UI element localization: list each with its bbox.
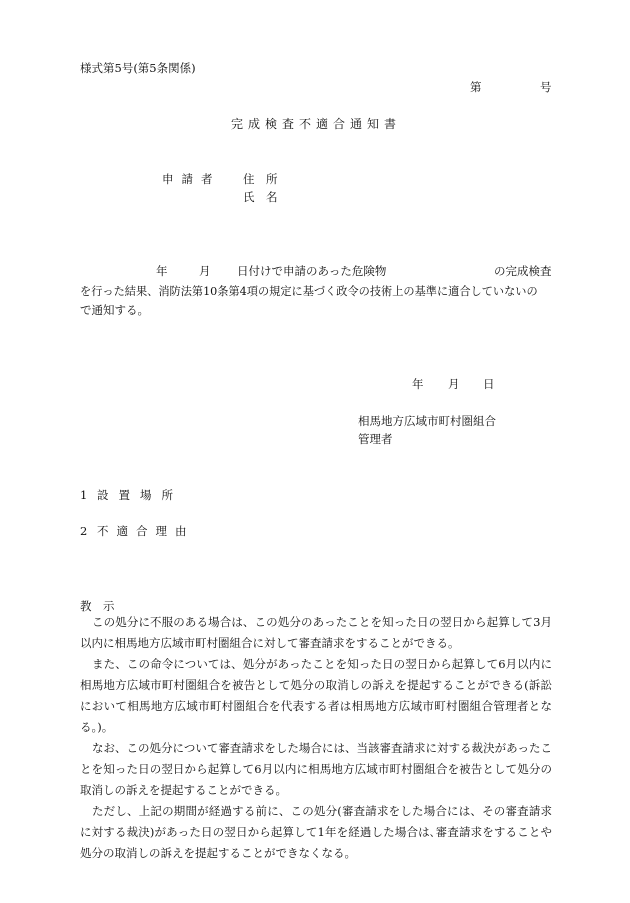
notice-tail-text: の完成検査 <box>494 264 552 278</box>
applicant-label: 申請者 <box>162 172 221 186</box>
notice-mid-text: 日付けで申請のあった危険物 <box>237 264 387 278</box>
date-day: 日 <box>483 377 495 391</box>
item-1-number: 1 <box>80 488 88 502</box>
date-month: 月 <box>448 377 460 391</box>
notice-year: 年 <box>156 264 168 278</box>
instruction-paragraph-3: なお、この処分について審査請求をした場合には、当該審査請求に対する裁決があったことを知った日の翌日から起算して6月以内に相馬地方広域市町村圏組合を被告として処分の取消しの訴えを提起することができる。 <box>80 741 552 797</box>
instruction-body <box>80 612 552 864</box>
instruction-heading: 教 示 <box>80 599 115 613</box>
instruction-paragraph-4: ただし、上記の期間が経過する前に、この処分(審査請求をした場合には、その審査請求に対する裁決)があった日の翌日から起算して1年を経過した場合は､審査請求をすることや処分の取消しの訴えを提起することができなくなる。 <box>80 804 552 860</box>
notice-line-2: を行った結果、消防法第10条第4項の規定に基づく政令の技術上の基準に適合していないの <box>80 285 538 298</box>
name-label: 氏 名 <box>243 190 278 204</box>
instruction-paragraph-2: また、この命令については、処分があったことを知った日の翌日から起算して6月以内に相馬地方広域市町村圏組合を被告として処分の取消しの訴えを提起することができる(訴訟において相馬地方広域市町村圏組合を代表する者は相馬地方広域市町村圏組合管理者となる。)。 <box>80 657 552 734</box>
issuer-title: 管理者 <box>358 432 393 446</box>
item-2-number: 2 <box>80 524 88 538</box>
form-number: 様式第5号(第5条関係) <box>80 61 196 75</box>
issuer-organization: 相馬地方広域市町村圏組合 <box>358 414 496 428</box>
notice-line-3: で通知する。 <box>80 303 149 317</box>
doc-number-dai: 第 <box>470 80 482 94</box>
address-label: 住 所 <box>243 172 278 186</box>
notice-month: 月 <box>199 264 211 278</box>
item-1-label: 設置場所 <box>97 488 183 502</box>
instruction-paragraph-1: この処分に不服のある場合は、この処分のあったことを知った日の翌日から起算して3月以内に相馬地方広域市町村圏組合に対して審査請求をすることができる。 <box>80 615 552 650</box>
date-year: 年 <box>412 377 424 391</box>
item-2-label: 不適合理由 <box>97 524 195 538</box>
doc-number-go: 号 <box>540 80 552 94</box>
document-title: 完成検査不適合通知書 <box>231 117 402 131</box>
